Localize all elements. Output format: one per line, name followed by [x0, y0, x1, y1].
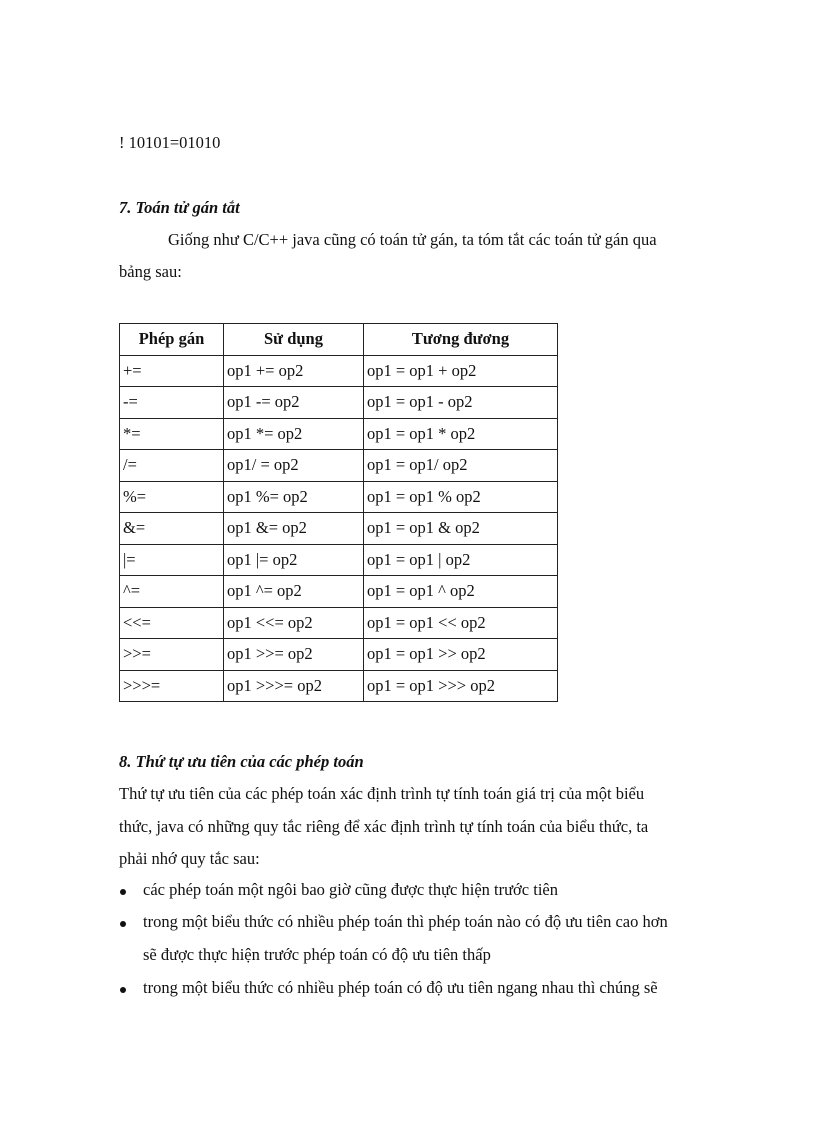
bullet-dot-icon: [120, 987, 126, 993]
equivalent-cell: op1 = op1 % op2: [364, 481, 558, 513]
usage-cell: op1 &= op2: [224, 513, 364, 545]
equivalent-cell: op1 = op1 & op2: [364, 513, 558, 545]
table-row: [120, 607, 558, 639]
list-item-continuation: sẽ được thực hiện trước phép toán có độ ưu tiên thấp: [143, 945, 491, 964]
equivalent-cell: op1 = op1 * op2: [364, 418, 558, 450]
usage-cell: op1 >>= op2: [224, 639, 364, 671]
equivalent-cell: op1 = op1 >> op2: [364, 639, 558, 671]
operator-cell: %=: [120, 481, 224, 513]
equivalent-cell: op1 = op1 << op2: [364, 607, 558, 639]
section-8-para-line-2: thức, java có những quy tắc riêng để xác định trình tự tính toán của biểu thức, ta: [119, 817, 649, 836]
table-row: [120, 355, 558, 387]
column-header-operator: Phép gán: [120, 324, 224, 356]
operator-cell: /=: [120, 450, 224, 482]
table-row: [120, 576, 558, 608]
list-item: trong một biểu thức có nhiều phép toán có độ ưu tiên ngang nhau thì chúng sẽ: [143, 978, 658, 997]
operator-cell: >>=: [120, 639, 224, 671]
equivalent-cell: op1 = op1 | op2: [364, 544, 558, 576]
operator-cell: -=: [120, 387, 224, 419]
operator-cell: |=: [120, 544, 224, 576]
section-8-para-line-1: Thứ tự ưu tiên của các phép toán xác định trình tự tính toán giá trị của một biểu: [119, 784, 645, 803]
operator-cell: +=: [120, 355, 224, 387]
equivalent-cell: op1 = op1 + op2: [364, 355, 558, 387]
section-8-heading: 8. Thứ tự ưu tiên của các phép toán: [119, 752, 364, 771]
table-row: [120, 418, 558, 450]
list-item: trong một biểu thức có nhiều phép toán thì phép toán nào có độ ưu tiên cao hơn: [143, 912, 668, 931]
usage-cell: op1 <<= op2: [224, 607, 364, 639]
usage-cell: op1 %= op2: [224, 481, 364, 513]
section-7-intro-line-1: Giống như C/C++ java cũng có toán tử gán, ta tóm tắt các toán tử gán qua: [168, 230, 657, 249]
operator-cell: <<=: [120, 607, 224, 639]
column-header-usage: Sử dụng: [224, 324, 364, 356]
operator-cell: &=: [120, 513, 224, 545]
table-row: [120, 481, 558, 513]
list-item: các phép toán một ngôi bao giờ cũng được thực hiện trước tiên: [143, 880, 558, 899]
table-row: [120, 513, 558, 545]
table-row: [120, 450, 558, 482]
equivalent-cell: op1 = op1/ op2: [364, 450, 558, 482]
section-8-para-line-3: phải nhớ quy tắc sau:: [119, 849, 260, 868]
assignment-operators-table: [119, 323, 558, 702]
operator-cell: ^=: [120, 576, 224, 608]
bullet-dot-icon: [120, 921, 126, 927]
equivalent-cell: op1 = op1 >>> op2: [364, 670, 558, 702]
section-7-intro-line-2: bảng sau:: [119, 262, 182, 281]
not-operator-example: ! 10101=01010: [119, 133, 221, 152]
table-row: [120, 670, 558, 702]
table-row: [120, 387, 558, 419]
usage-cell: op1/ = op2: [224, 450, 364, 482]
bullet-dot-icon: [120, 889, 126, 895]
equivalent-cell: op1 = op1 ^ op2: [364, 576, 558, 608]
usage-cell: op1 += op2: [224, 355, 364, 387]
column-header-equivalent: Tương đương: [364, 324, 558, 356]
section-7-heading: 7. Toán tử gán tắt: [119, 198, 240, 217]
table-row: [120, 639, 558, 671]
table-header-row: [120, 324, 558, 356]
usage-cell: op1 -= op2: [224, 387, 364, 419]
table-row: [120, 544, 558, 576]
usage-cell: op1 ^= op2: [224, 576, 364, 608]
usage-cell: op1 *= op2: [224, 418, 364, 450]
usage-cell: op1 >>>= op2: [224, 670, 364, 702]
operator-cell: >>>=: [120, 670, 224, 702]
usage-cell: op1 |= op2: [224, 544, 364, 576]
operator-cell: *=: [120, 418, 224, 450]
equivalent-cell: op1 = op1 - op2: [364, 387, 558, 419]
